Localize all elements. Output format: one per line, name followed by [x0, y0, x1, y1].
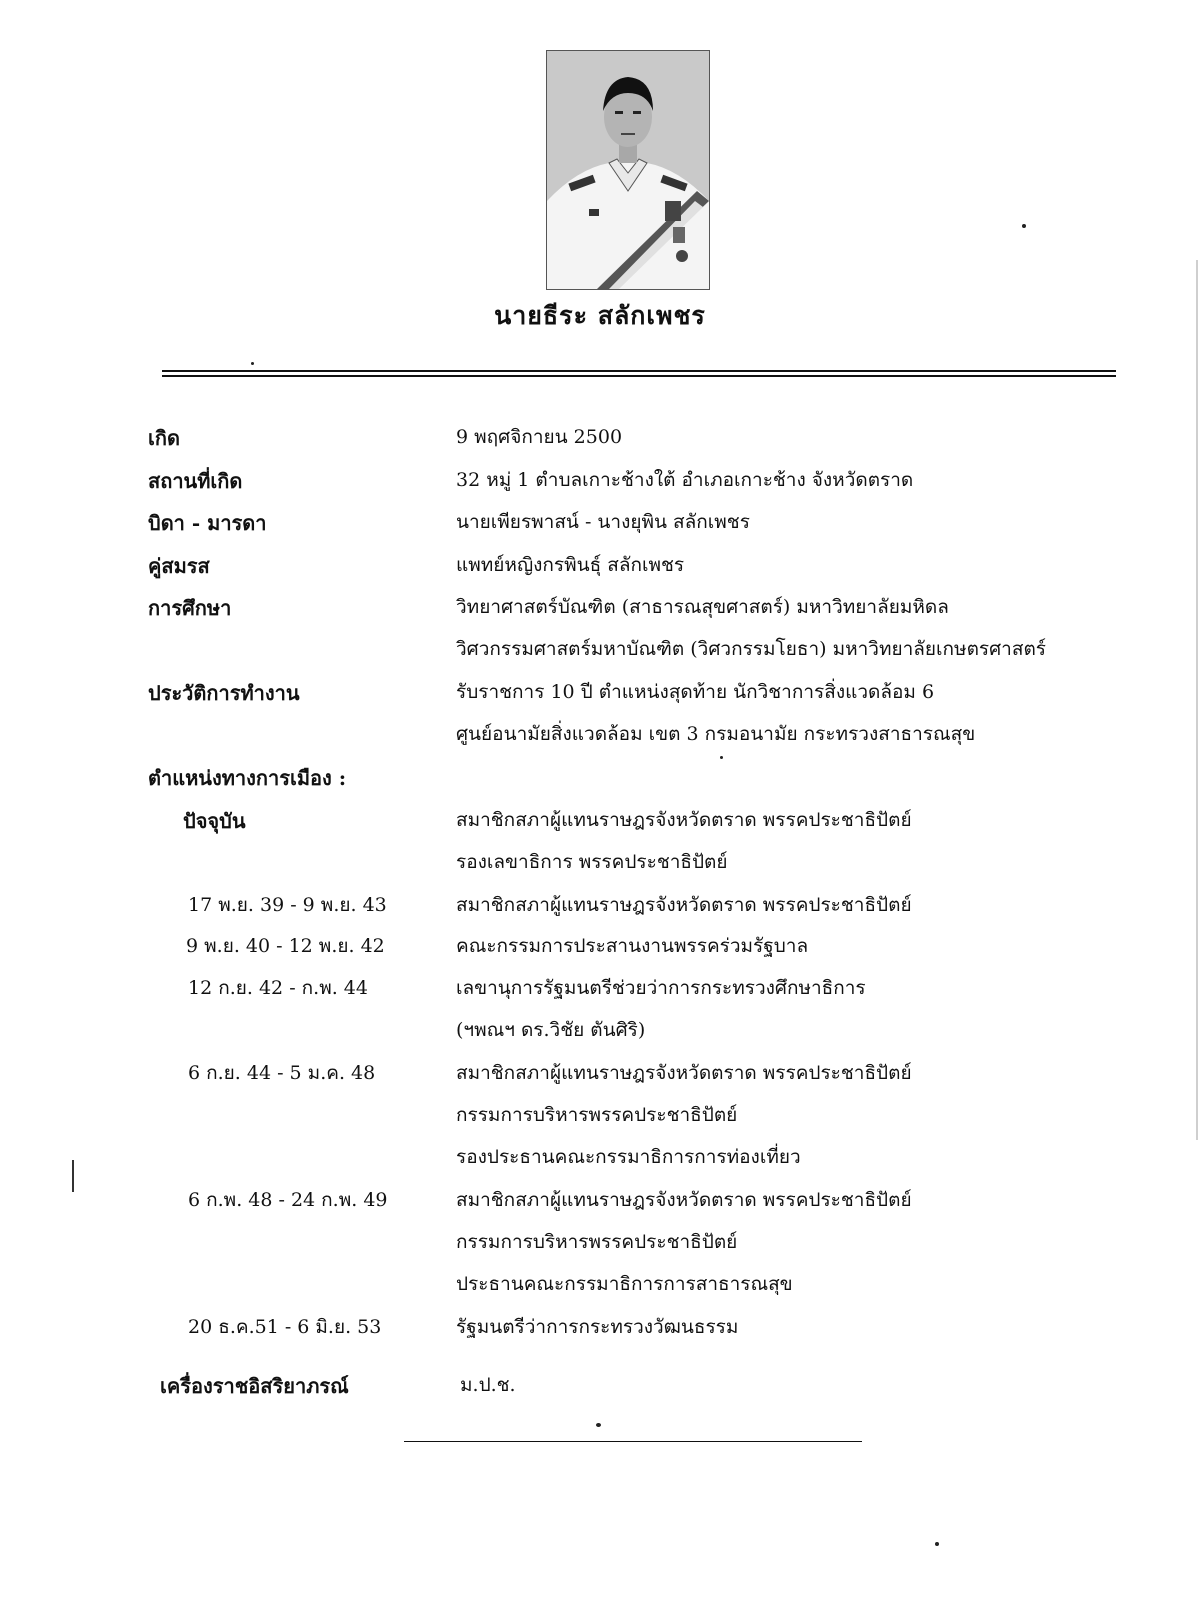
decorations-value: ม.ป.ช. [460, 1374, 516, 1396]
scan-speck [720, 756, 723, 759]
position-line: เลขานุการรัฐมนตรีช่วยว่าการกระทรวงศึกษาธิการ [456, 977, 866, 999]
birthplace-value: 32 หมู่ 1 ตำบลเกาะช้างใต้ อำเภอเกาะช้าง จังหวัดตราด [456, 469, 914, 491]
education-label: การศึกษา [148, 596, 232, 620]
position-line: สมาชิกสภาผู้แทนราษฎรจังหวัดตราด พรรคประชาธิปัตย์ [456, 894, 912, 916]
spouse-value: แพทย์หญิงกรพินธุ์ สลักเพชร [456, 554, 685, 576]
scan-edge-mark [72, 1160, 74, 1192]
work-history-line: ศูนย์อนามัยสิ่งแวดล้อม เขต 3 กรมอนามัย กระทรวงสาธารณสุข [456, 723, 976, 745]
position-date: 9 พ.ย. 40 - 12 พ.ย. 42 [186, 935, 385, 957]
position-date: 17 พ.ย. 39 - 9 พ.ย. 43 [188, 894, 387, 916]
scan-speck [251, 362, 254, 365]
political-positions-label: ตำแหน่งทางการเมือง : [148, 766, 347, 790]
position-date: 12 ก.ย. 42 - ก.พ. 44 [188, 977, 368, 999]
current-position-line: สมาชิกสภาผู้แทนราษฎรจังหวัดตราด พรรคประชาธิปัตย์ [456, 809, 912, 831]
position-line: คณะกรรมการประสานงานพรรคร่วมรัฐบาล [456, 935, 809, 957]
position-line: รัฐมนตรีว่าการกระทรวงวัฒนธรรม [456, 1316, 739, 1338]
born-value: 9 พฤศจิกายน 2500 [456, 426, 623, 448]
spouse-label: คู่สมรส [148, 554, 210, 578]
birthplace-label: สถานที่เกิด [148, 469, 243, 493]
position-line: ประธานคณะกรรมาธิการการสาธารณสุข [456, 1273, 793, 1295]
current-positions-label: ปัจจุบัน [183, 809, 246, 833]
parents-label: บิดา - มารดา [148, 511, 267, 535]
work-history-label: ประวัติการทำงาน [148, 681, 300, 705]
header-rule-top [162, 370, 1116, 372]
position-line: (ฯพณฯ ดร.วิชัย ตันศิริ) [456, 1019, 646, 1041]
position-line: รองประธานคณะกรรมาธิการการท่องเที่ยว [456, 1146, 801, 1168]
scan-speck [596, 1423, 601, 1427]
decorations-label: เครื่องราชอิสริยาภรณ์ [160, 1374, 349, 1398]
position-date: 20 ธ.ค.51 - 6 มิ.ย. 53 [188, 1316, 382, 1338]
position-line: สมาชิกสภาผู้แทนราษฎรจังหวัดตราด พรรคประชาธิปัตย์ [456, 1062, 912, 1084]
position-line: สมาชิกสภาผู้แทนราษฎรจังหวัดตราด พรรคประชาธิปัตย์ [456, 1189, 912, 1211]
header-rule-bottom [162, 375, 1116, 377]
current-position-line: รองเลขาธิการ พรรคประชาธิปัตย์ [456, 851, 728, 873]
portrait-photo [546, 50, 710, 290]
position-date: 6 ก.พ. 48 - 24 ก.พ. 49 [188, 1189, 388, 1211]
scan-edge-mark [1196, 260, 1198, 1140]
born-label: เกิด [148, 426, 180, 450]
position-line: กรรมการบริหารพรรคประชาธิปัตย์ [456, 1231, 738, 1253]
work-history-line: รับราชการ 10 ปี ตำแหน่งสุดท้าย นักวิชาการสิ่งแวดล้อม 6 [456, 681, 935, 703]
person-name: นายธีระ สลักเพชร [494, 301, 706, 330]
position-date: 6 ก.ย. 44 - 5 ม.ค. 48 [188, 1062, 376, 1084]
portrait-image [547, 51, 709, 289]
education-line: วิทยาศาสตร์บัณฑิต (สาธารณสุขศาสตร์) มหาวิทยาลัยมหิดล [456, 596, 949, 618]
parents-value: นายเพียรพาสน์ - นางยุพิน สลักเพชร [456, 511, 750, 533]
scan-speck [1022, 224, 1026, 228]
position-line: กรรมการบริหารพรรคประชาธิปัตย์ [456, 1104, 738, 1126]
education-line: วิศวกรรมศาสตร์มหาบัณฑิต (วิศวกรรมโยธา) มหาวิทยาลัยเกษตรศาสตร์ [456, 638, 1046, 660]
scan-speck [935, 1542, 939, 1546]
footer-rule [404, 1441, 862, 1442]
